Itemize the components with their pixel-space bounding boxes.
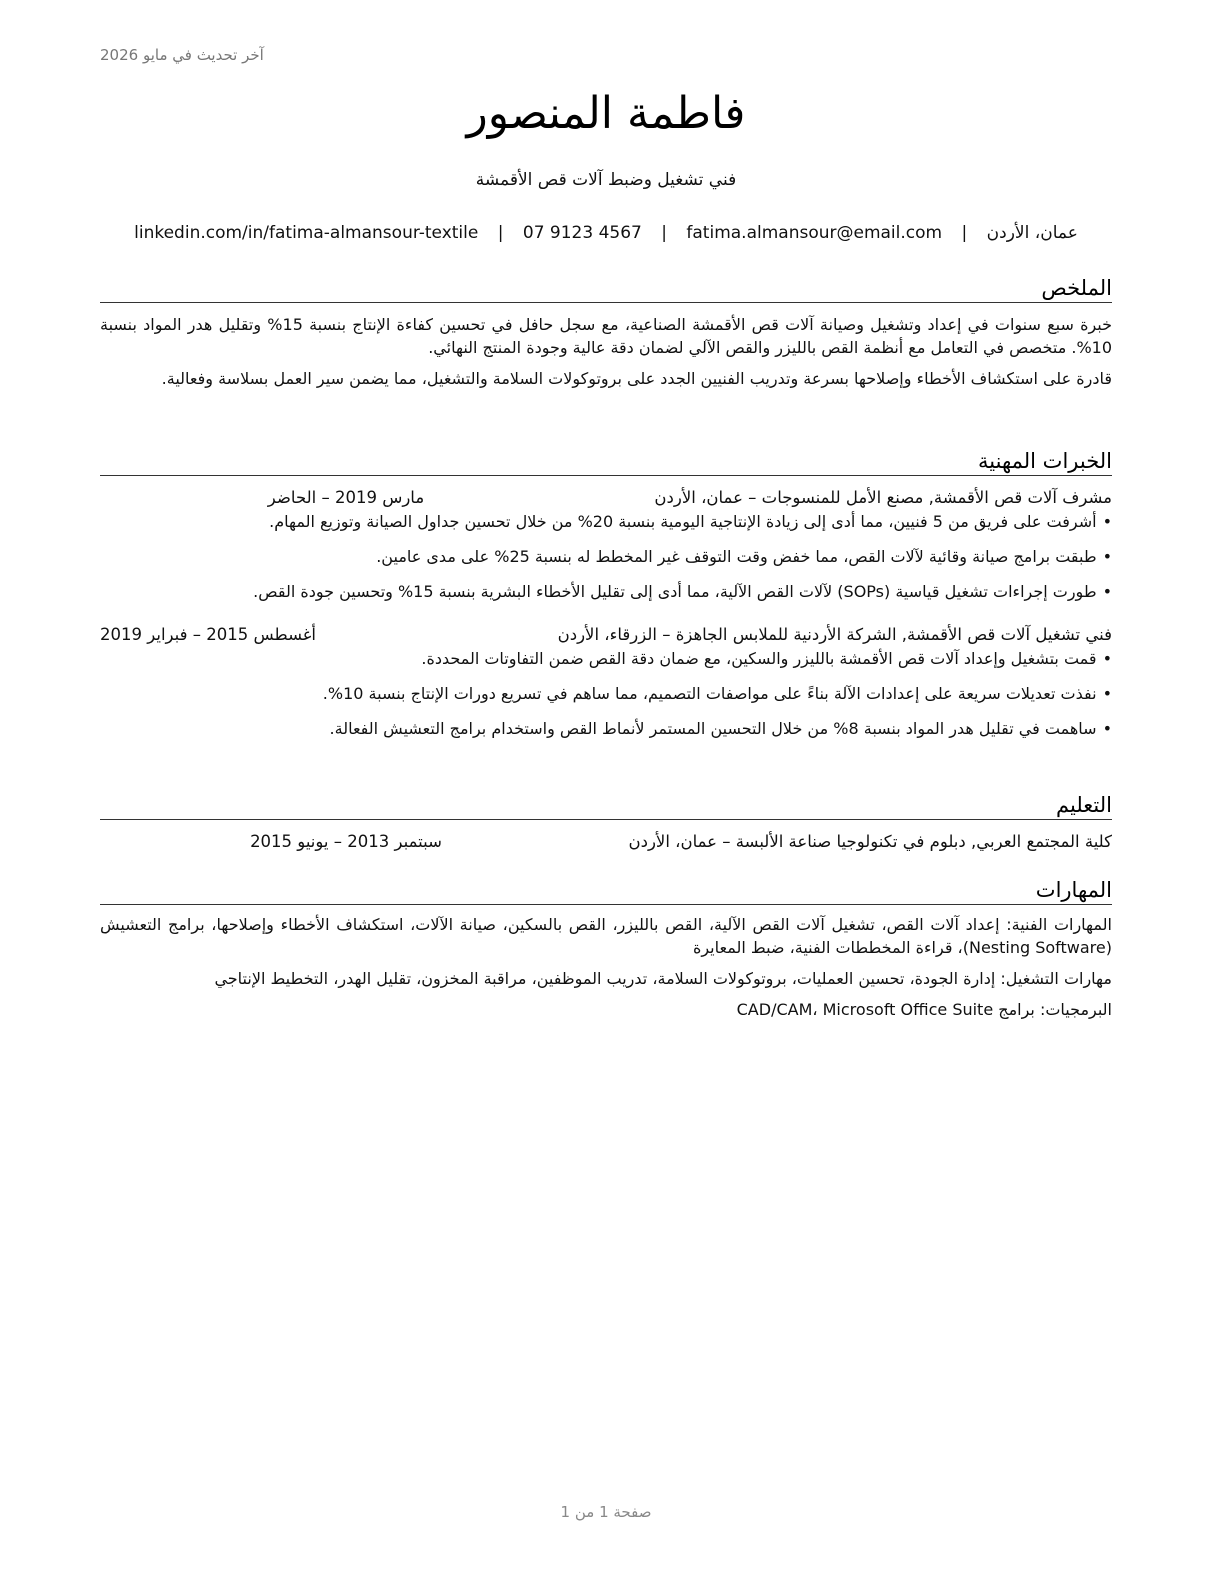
contact-phone[interactable]: 07 9123 4567 [522, 223, 642, 243]
contact-email[interactable]: fatima.almansour@email.com [686, 223, 943, 243]
job-dates: أغسطس 2015 – فبراير 2019 [100, 625, 316, 644]
list-item: • قمت بتشغيل وإعداد آلات قص الأقمشة بالليزر والسكين، مع ضمان دقة القص ضمن التفاوتات المحددة. [100, 648, 1112, 670]
summary-paragraph: قادرة على استكشاف الأخطاء وإصلاحها بسرعة وتدريب الفنيين الجدد على بروتوكولات السلامة والتشغيل، مما يضمن سير العمل بسلاسة وفعالية. [161, 369, 1112, 388]
skills-software: البرمجيات: برامج CAD/CAM، Microsoft Office Suite [736, 1000, 1112, 1019]
contact-separator: | [961, 223, 968, 243]
education-dates: سبتمبر 2013 – يونيو 2015 [250, 832, 442, 851]
page-number: صفحة 1 من 1 [560, 1503, 652, 1521]
experience-section [100, 449, 1112, 753]
list-item: • طبقت برامج صيانة وقائية لآلات القص، مما خفض وقت التوقف غير المخطط له بنسبة 25% على مدى عامين. [100, 546, 1112, 568]
job-header [100, 488, 1112, 507]
job-title: فني تشغيل آلات قص الأقمشة, الشركة الأردنية للملابس الجاهزة – الزرقاء، الأردن [557, 625, 1112, 644]
list-item: • ساهمت في تقليل هدر المواد بنسبة 8% من خلال التحسين المستمر لأنماط القص واستخدام برامج التعشيش الفعالة. [100, 718, 1112, 740]
summary-section [100, 276, 1112, 390]
education-title: كلية المجتمع العربي, دبلوم في تكنولوجيا صناعة الألبسة – عمان، الأردن [628, 832, 1112, 851]
job-entry [100, 488, 1112, 603]
education-section [100, 793, 1112, 851]
contact-separator: | [497, 223, 504, 243]
skills-heading: المهارات [100, 878, 1112, 905]
job-bullets [100, 511, 1112, 603]
job-bullets [100, 648, 1112, 740]
candidate-title: فني تشغيل وضبط آلات قص الأقمشة [475, 170, 737, 190]
summary-heading: الملخص [100, 276, 1112, 303]
list-item: • طورت إجراءات تشغيل قياسية (SOPs) لآلات القص الآلية، مما أدى إلى تقليل الأخطاء البشرية بنسبة 15% وتحسين جودة القص. [100, 581, 1112, 603]
job-dates: مارس 2019 – الحاضر [267, 488, 425, 507]
job-entry [100, 625, 1112, 740]
summary-paragraph: خبرة سبع سنوات في إعداد وتشغيل وصيانة آلات قص الأقمشة الصناعية، مع سجل حافل في تحسين كفاءة الإنتاج بنسبة 15% وتقليل هدر المواد بنسبة 10%. متخصص في التعامل مع أنظمة القص بالليزر والقص الآلي لضمان دقة عالية وجودة المنتج النهائي. [100, 315, 1112, 357]
resume-page [100, 0, 1112, 1584]
contact-line [100, 223, 1112, 243]
skills-operational: مهارات التشغيل: إدارة الجودة، تحسين العمليات، بروتوكولات السلامة، تدريب الموظفين، مراقبة المخزون، تقليل الهدر، التخطيط الإنتاجي [214, 969, 1112, 988]
job-title: مشرف آلات قص الأقمشة, مصنع الأمل للمنسوجات – عمان، الأردن [654, 488, 1112, 507]
contact-linkedin[interactable]: linkedin.com/in/fatima-almansour-textile [134, 223, 479, 243]
list-item: • نفذت تعديلات سريعة على إعدادات الآلة بناءً على مواصفات التصميم، مما ساهم في تسريع دورات الإنتاج بنسبة 10%. [100, 683, 1112, 705]
list-item: • أشرفت على فريق من 5 فنيين، مما أدى إلى زيادة الإنتاجية اليومية بنسبة 20% من خلال تحسين جداول الصيانة وتوزيع المهام. [100, 511, 1112, 533]
education-heading: التعليم [100, 793, 1112, 820]
experience-heading: الخبرات المهنية [100, 449, 1112, 476]
skills-section [100, 878, 1112, 1021]
contact-location: عمان، الأردن [986, 223, 1078, 243]
job-header [100, 625, 1112, 644]
education-entry [100, 832, 1112, 851]
contact-separator: | [661, 223, 667, 243]
candidate-name: فاطمة المنصور [466, 88, 746, 139]
last-updated-note: آخر تحديث في مايو 2026 [100, 46, 264, 64]
skills-technical: المهارات الفنية: إعداد آلات القص، تشغيل آلات القص الآلية، القص بالليزر، القص بالسكين، صيانة الآلات، استكشاف الأخطاء وإصلاحها، برامج التعشيش (Nesting Software)، قراءة المخططات الفنية، ضبط المعايرة [100, 915, 1112, 957]
